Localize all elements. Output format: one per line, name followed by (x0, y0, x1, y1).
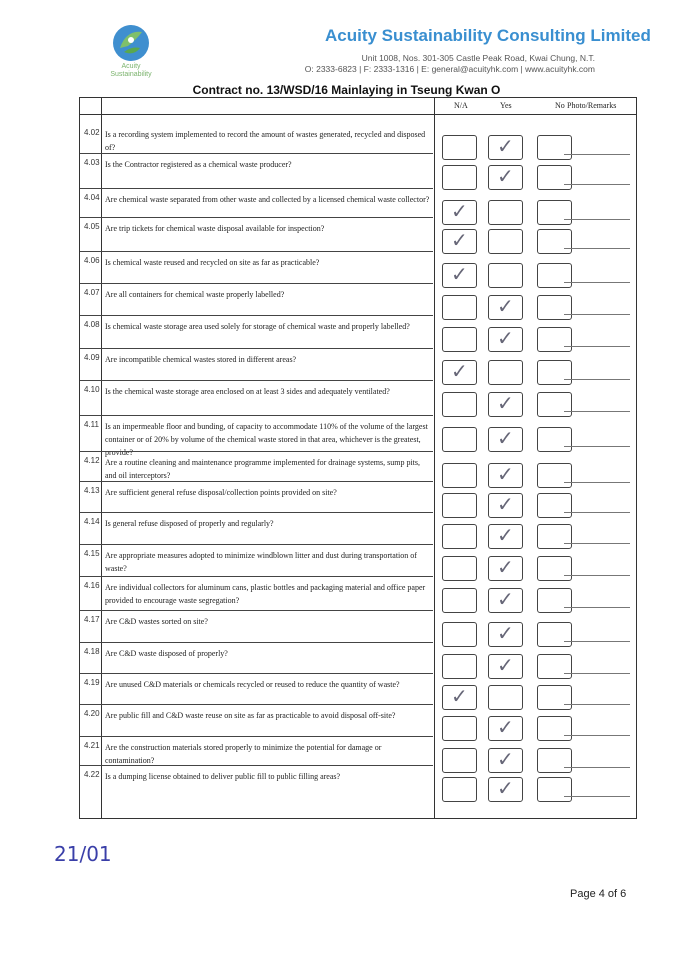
checkbox-no[interactable] (537, 748, 572, 773)
checkbox-yes[interactable] (488, 360, 523, 385)
remarks-field[interactable] (564, 641, 630, 642)
checkbox-no[interactable] (537, 622, 572, 647)
checkbox-na[interactable] (442, 229, 477, 254)
item-number: 4.12 (84, 456, 100, 465)
checkbox-na[interactable] (442, 295, 477, 320)
item-number: 4.06 (84, 256, 100, 265)
remarks-field[interactable] (564, 607, 630, 608)
checkbox-yes[interactable] (488, 524, 523, 549)
item-number: 4.02 (84, 128, 100, 137)
page-number: Page 4 of 6 (570, 888, 627, 900)
checkbox-no[interactable] (537, 493, 572, 518)
checkbox-yes[interactable] (488, 295, 523, 320)
checkbox-yes[interactable] (488, 748, 523, 773)
checkbox-yes[interactable] (488, 685, 523, 710)
check-mark-icon: ✓ (497, 164, 514, 188)
item-question: Is chemical waste storage area used solely for storage of chemical waste and properly labelled? (105, 322, 410, 331)
checkbox-no[interactable] (537, 427, 572, 452)
checkbox-no[interactable] (537, 654, 572, 679)
checkbox-na[interactable] (442, 493, 477, 518)
checkbox-no[interactable] (537, 327, 572, 352)
item-question: Is chemical waste reused and recycled on site as far as practicable? (105, 258, 320, 267)
remarks-field[interactable] (564, 543, 630, 544)
checkbox-na[interactable] (442, 622, 477, 647)
row-divider (80, 512, 433, 513)
remarks-field[interactable] (564, 796, 630, 797)
item-number: 4.16 (84, 581, 100, 590)
item-question: Is the chemical waste storage area enclosed on at least 3 sides and adequately ventilated? (105, 387, 390, 396)
item-number: 4.07 (84, 288, 100, 297)
item-number: 4.18 (84, 647, 100, 656)
item-question: Are individual collectors for aluminum cans, plastic bottles and packaging material and office paper provided to encourage waste segregation? (105, 583, 426, 605)
column-header-na: N/A (454, 101, 468, 110)
checkbox-no[interactable] (537, 263, 572, 288)
checkbox-na[interactable] (442, 360, 477, 385)
checkbox-na[interactable] (442, 135, 477, 160)
checkbox-yes[interactable] (488, 556, 523, 581)
logo-wordmark (98, 63, 164, 79)
checkbox-yes[interactable] (488, 427, 523, 452)
check-mark-icon: ✓ (497, 555, 514, 579)
checkbox-no[interactable] (537, 165, 572, 190)
remarks-field[interactable] (564, 575, 630, 576)
checkbox-no[interactable] (537, 200, 572, 225)
remarks-field[interactable] (564, 282, 630, 283)
checkbox-no[interactable] (537, 295, 572, 320)
column-header-no: No (555, 101, 565, 110)
item-question: Are the construction materials stored properly to minimize the potential for damage or contamination? (105, 743, 382, 765)
item-question: Are chemical waste separated from other waste and collected by a licensed chemical waste collector? (105, 195, 430, 204)
checkbox-na[interactable] (442, 427, 477, 452)
check-mark-icon: ✓ (497, 326, 514, 350)
check-mark-icon: ✓ (497, 776, 514, 800)
row-divider (80, 451, 433, 452)
item-number: 4.15 (84, 549, 100, 558)
remarks-field[interactable] (564, 219, 630, 220)
checkbox-yes[interactable] (488, 229, 523, 254)
column-header-remarks: Photo/Remarks (567, 101, 617, 110)
item-number: 4.17 (84, 615, 100, 624)
item-question: Are appropriate measures adopted to minimize windblown litter and dust during transportation of waste? (105, 551, 417, 573)
check-mark-icon: ✓ (497, 462, 514, 486)
item-number: 4.13 (84, 486, 100, 495)
row-divider (80, 348, 433, 349)
checkbox-no[interactable] (537, 588, 572, 613)
checkbox-no[interactable] (537, 135, 572, 160)
remarks-field[interactable] (564, 184, 630, 185)
checkbox-yes[interactable] (488, 463, 523, 488)
checkbox-na[interactable] (442, 588, 477, 613)
row-divider (80, 415, 433, 416)
row-divider (80, 283, 433, 284)
checkbox-yes[interactable] (488, 777, 523, 802)
row-divider (80, 765, 433, 766)
checkbox-no[interactable] (537, 463, 572, 488)
check-mark-icon: ✓ (497, 523, 514, 547)
remarks-field[interactable] (564, 248, 630, 249)
check-mark-icon: ✓ (497, 426, 514, 450)
checkbox-na[interactable] (442, 748, 477, 773)
checkbox-na[interactable] (442, 654, 477, 679)
checkbox-yes[interactable] (488, 654, 523, 679)
item-number: 4.20 (84, 709, 100, 718)
row-divider (80, 188, 433, 189)
checkbox-no[interactable] (537, 229, 572, 254)
address-line1: Unit 1008, Nos. 301-305 Castle Peak Road, Kwai Chung, N.T. (361, 53, 595, 63)
check-mark-icon: ✓ (497, 492, 514, 516)
item-question: Are a routine cleaning and maintenance programme implemented for drainage systems, sump pits, and oil interceptors? (105, 458, 421, 480)
column-divider (434, 98, 435, 818)
item-question: Are all containers for chemical waste properly labelled? (105, 290, 285, 299)
item-question: Is a dumping license obtained to deliver public fill to public filling areas? (105, 772, 341, 781)
item-number: 4.05 (84, 222, 100, 231)
remarks-field[interactable] (564, 379, 630, 380)
item-question: Are incompatible chemical wastes stored in different areas? (105, 355, 297, 364)
row-divider (80, 217, 433, 218)
item-number: 4.10 (84, 385, 100, 394)
row-divider (80, 544, 433, 545)
checkbox-na[interactable] (442, 392, 477, 417)
checkbox-na[interactable] (442, 777, 477, 802)
item-number: 4.04 (84, 193, 100, 202)
item-question: Are trip tickets for chemical waste disposal available for inspection? (105, 224, 325, 233)
item-number: 4.14 (84, 517, 100, 526)
check-mark-icon: ✓ (451, 359, 468, 383)
contract-title: Contract no. 13/WSD/16 Mainlaying in Tseung Kwan O (192, 83, 501, 97)
checkbox-na[interactable] (442, 524, 477, 549)
column-divider (101, 98, 102, 818)
checkbox-no[interactable] (537, 524, 572, 549)
check-mark-icon: ✓ (497, 294, 514, 318)
item-question: Are C&D wastes sorted on site? (105, 617, 208, 626)
check-mark-icon: ✓ (497, 621, 514, 645)
check-mark-icon: ✓ (451, 199, 468, 223)
row-divider (80, 736, 433, 737)
row-divider (80, 642, 433, 643)
checkbox-na[interactable] (442, 327, 477, 352)
logo-text-line1: Acuity (121, 63, 141, 70)
checkbox-na[interactable] (442, 200, 477, 225)
checkbox-yes[interactable] (488, 263, 523, 288)
company-logo-icon (106, 18, 156, 68)
checkbox-yes[interactable] (488, 493, 523, 518)
remarks-field[interactable] (564, 346, 630, 347)
company-name: Acuity Sustainability Consulting Limited (325, 26, 651, 45)
checkbox-no[interactable] (537, 392, 572, 417)
company-address (277, 53, 595, 75)
item-number: 4.22 (84, 770, 100, 779)
checkbox-yes[interactable] (488, 200, 523, 225)
remarks-field[interactable] (564, 446, 630, 447)
item-number: 4.03 (84, 158, 100, 167)
item-question: Is general refuse disposed of properly and regularly? (105, 519, 274, 528)
item-number: 4.19 (84, 678, 100, 687)
checkbox-yes[interactable] (488, 588, 523, 613)
row-divider (80, 481, 433, 482)
item-question: Are public fill and C&D waste reuse on site as far as practicable to avoid disposal off-site? (105, 711, 396, 720)
item-question: Is a recording system implemented to record the amount of wastes generated, recycled and disposed of? (105, 130, 426, 152)
row-divider (80, 251, 433, 252)
row-divider (80, 576, 433, 577)
remarks-field[interactable] (564, 314, 630, 315)
checkbox-yes[interactable] (488, 165, 523, 190)
checkbox-no[interactable] (537, 685, 572, 710)
checkbox-no[interactable] (537, 556, 572, 581)
item-number: 4.11 (84, 420, 99, 429)
check-mark-icon: ✓ (497, 587, 514, 611)
check-mark-icon: ✓ (497, 747, 514, 771)
remarks-field[interactable] (564, 704, 630, 705)
check-mark-icon: ✓ (451, 228, 468, 252)
checkbox-yes[interactable] (488, 327, 523, 352)
checkbox-na[interactable] (442, 556, 477, 581)
checkbox-yes[interactable] (488, 392, 523, 417)
check-mark-icon: ✓ (451, 684, 468, 708)
remarks-field[interactable] (564, 482, 630, 483)
row-divider (80, 380, 433, 381)
remarks-field[interactable] (564, 154, 630, 155)
item-number: 4.09 (84, 353, 100, 362)
checkbox-yes[interactable] (488, 622, 523, 647)
row-divider (80, 704, 433, 705)
header-divider (80, 114, 636, 115)
item-question: Are sufficient general refuse disposal/collection points provided on site? (105, 488, 337, 497)
checkbox-na[interactable] (442, 716, 477, 741)
checkbox-yes[interactable] (488, 716, 523, 741)
checkbox-na[interactable] (442, 685, 477, 710)
check-mark-icon: ✓ (451, 262, 468, 286)
item-question: Are C&D waste disposed of properly? (105, 649, 228, 658)
handwritten-date: 21/01 (54, 842, 112, 866)
check-mark-icon: ✓ (497, 391, 514, 415)
checkbox-no[interactable] (537, 777, 572, 802)
remarks-field[interactable] (564, 673, 630, 674)
checkbox-yes[interactable] (488, 135, 523, 160)
item-question: Are unused C&D materials or chemicals recycled or reused to reduce the quantity of waste? (105, 680, 400, 689)
logo-text-line2: Sustainability (110, 71, 152, 78)
remarks-field[interactable] (564, 735, 630, 736)
column-header-yes: Yes (500, 101, 512, 110)
row-divider (80, 153, 433, 154)
item-question: Is an impermeable floor and bunding, of capacity to accommodate 110% of the volume of the largest container or of 20% by volume of the chemical waste stored in that area, whichever is the greatest, provide? (105, 422, 428, 457)
check-mark-icon: ✓ (497, 653, 514, 677)
row-divider (80, 673, 433, 674)
row-divider (80, 315, 433, 316)
address-line2: O: 2333-6823 | F: 2333-1316 | E: general@acuityhk.com | www.acuityhk.com (304, 64, 595, 74)
check-mark-icon: ✓ (497, 715, 514, 739)
row-divider (80, 610, 433, 611)
checklist-table (79, 97, 637, 819)
item-number: 4.08 (84, 320, 100, 329)
item-number: 4.21 (84, 741, 100, 750)
checkbox-no[interactable] (537, 716, 572, 741)
checkbox-na[interactable] (442, 165, 477, 190)
remarks-field[interactable] (564, 411, 630, 412)
item-question: Is the Contractor registered as a chemical waste producer? (105, 160, 292, 169)
check-mark-icon: ✓ (497, 134, 514, 158)
checkbox-no[interactable] (537, 360, 572, 385)
remarks-field[interactable] (564, 767, 630, 768)
remarks-field[interactable] (564, 512, 630, 513)
checkbox-na[interactable] (442, 263, 477, 288)
checkbox-na[interactable] (442, 463, 477, 488)
